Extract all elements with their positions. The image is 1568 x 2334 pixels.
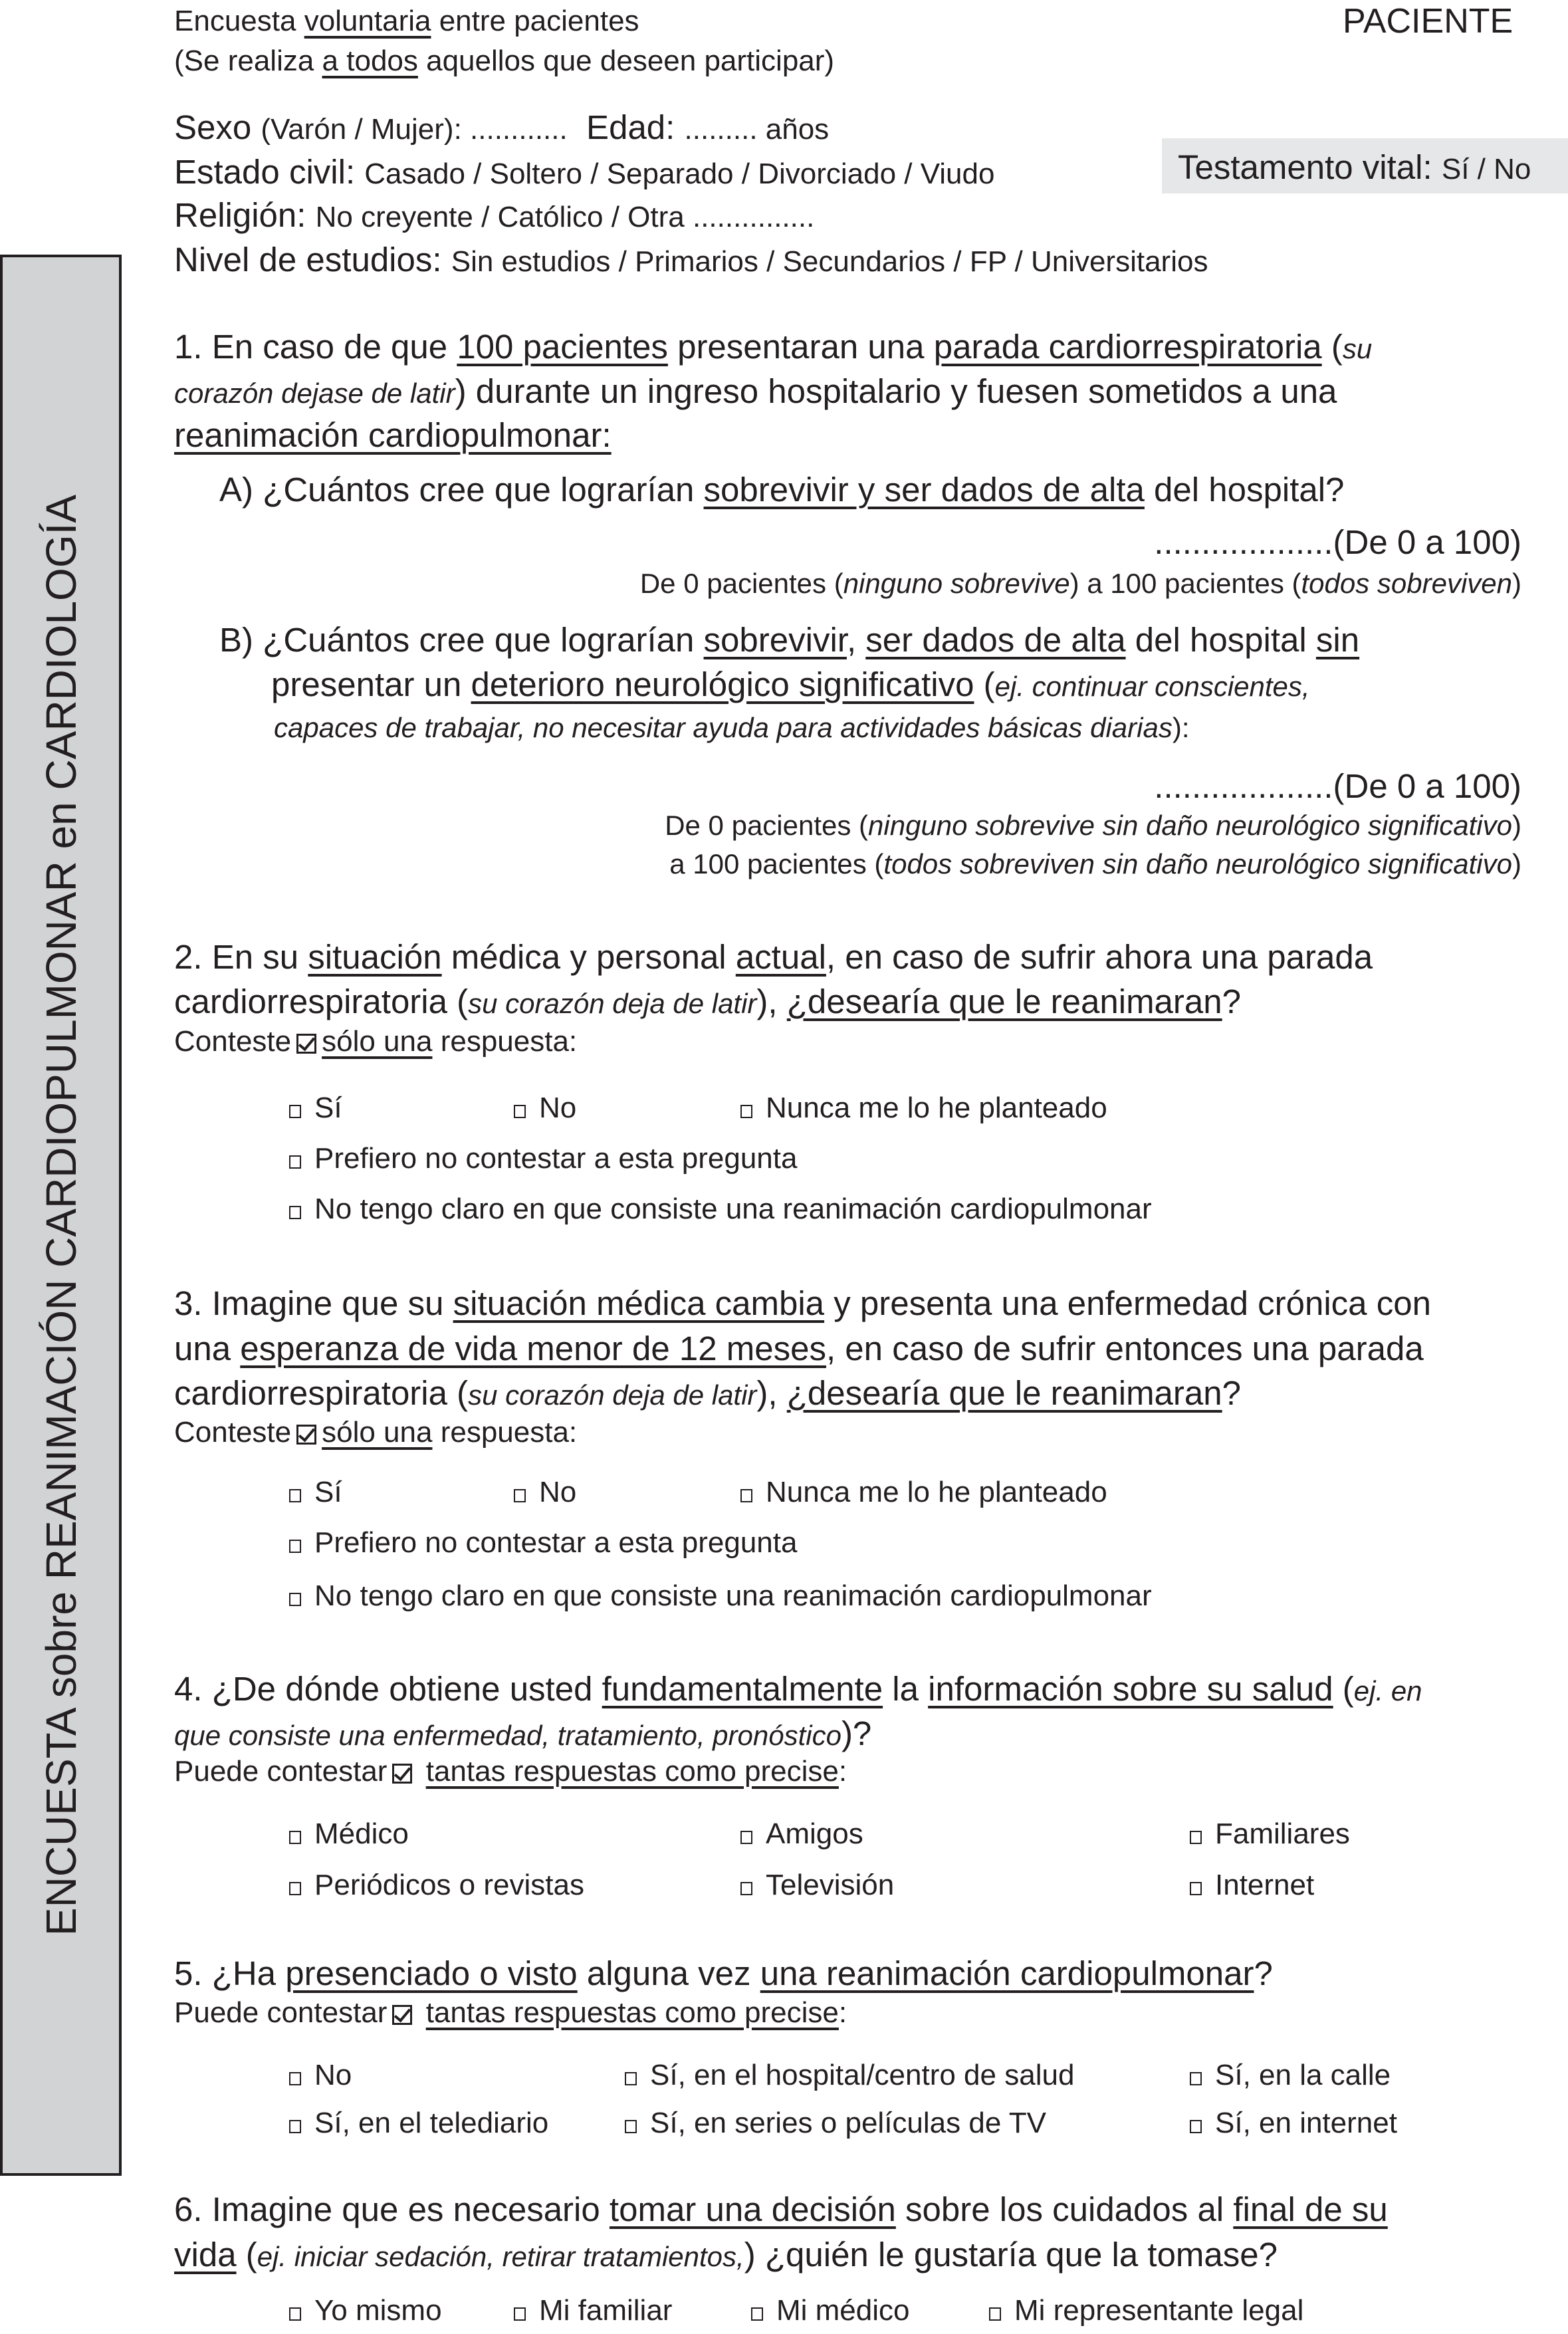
checkbox-icon[interactable] — [289, 1105, 301, 1118]
q5-text — [174, 1956, 1273, 1990]
emphasis: 100 pacientes — [457, 328, 668, 366]
text: , en caso de sufrir entonces una parada — [826, 1330, 1424, 1367]
survey-title-sidebar — [0, 255, 122, 2176]
text: respuesta: — [432, 1416, 578, 1449]
q6-text — [174, 2192, 1388, 2226]
text: ) a 100 pacientes ( — [1069, 568, 1301, 599]
q2-option-no[interactable] — [514, 1094, 576, 1123]
checkbox-icon[interactable] — [740, 1489, 752, 1502]
text: Puede contestar — [174, 1755, 388, 1788]
option-label: Yo mismo — [314, 2294, 442, 2327]
checkbox-icon[interactable] — [989, 2307, 1001, 2321]
checkbox-icon[interactable] — [1190, 2120, 1202, 2133]
religion-options[interactable]: No creyente / Católico / Otra ............... — [315, 201, 815, 233]
q1b-answer-field[interactable]: ...................(De 0 a 100) — [1154, 767, 1521, 805]
note: ej. iniciar sedación, retirar tratamientos, — [257, 2241, 744, 2272]
q3-text — [174, 1286, 1431, 1320]
q6-option-yo-mismo[interactable] — [289, 2296, 442, 2325]
option-label: No — [314, 2059, 352, 2091]
emphasis: sobrevivir y ser dados de alta — [703, 471, 1145, 509]
checkbox-icon[interactable] — [625, 2120, 637, 2133]
text: ( — [1321, 328, 1343, 366]
text: 4. ¿De dónde obtiene usted — [174, 1670, 602, 1708]
text: : — [838, 1755, 847, 1788]
q3-option-no[interactable] — [514, 1478, 576, 1507]
emphasis: situación — [308, 938, 442, 976]
option-label: Sí, en el hospital/centro de salud — [650, 2059, 1075, 2091]
q1-text — [174, 418, 612, 452]
emphasis: reanimación cardiopulmonar: — [174, 416, 612, 454]
text: ) ¿quién le gustaría que la tomase? — [744, 2236, 1278, 2274]
text: sobre los cuidados al — [895, 2190, 1234, 2228]
q5-option-telediario[interactable] — [289, 2109, 548, 2138]
q4-option-medico[interactable] — [289, 1819, 409, 1849]
emphasis: tomar una decisión — [609, 2190, 896, 2228]
q6-option-familiar[interactable] — [514, 2296, 672, 2325]
q5-option-no[interactable] — [289, 2061, 352, 2090]
checkbox-icon[interactable] — [625, 2072, 637, 2085]
q4-option-amigos[interactable] — [740, 1819, 863, 1849]
text: ) durante un ingreso hospitalario y fuesen sometidos a una — [455, 372, 1337, 410]
estado-civil-options[interactable]: Casado / Soltero / Separado / Divorciado / Viudo — [364, 158, 995, 190]
q6-text — [174, 2238, 1278, 2272]
checkbox-icon[interactable] — [289, 1489, 301, 1502]
intro-underlined: voluntaria — [304, 5, 431, 37]
checkbox-checked-icon — [296, 1034, 316, 1054]
intro-text: (Se realiza — [174, 45, 322, 77]
text: ( — [974, 665, 995, 703]
option-label: Internet — [1215, 1869, 1315, 1901]
q4-option-familiares[interactable] — [1190, 1819, 1350, 1849]
text: )? — [841, 1714, 872, 1752]
testamento-options[interactable]: Sí / No — [1441, 153, 1531, 185]
checkbox-icon[interactable] — [289, 1155, 301, 1169]
text: ? — [1222, 983, 1242, 1020]
checkbox-icon[interactable] — [514, 2307, 526, 2321]
emphasis: tantas respuestas como precise — [425, 1996, 839, 2029]
emphasis: sobrevivir — [703, 621, 847, 659]
text: De 0 pacientes ( — [639, 568, 843, 599]
text: Conteste — [174, 1025, 292, 1058]
text: Puede contestar — [174, 1996, 388, 2029]
text: De 0 pacientes ( — [665, 810, 869, 841]
emphasis: situación médica cambia — [453, 1284, 825, 1322]
option-label: Sí, en la calle — [1215, 2059, 1391, 2091]
emphasis: ¿desearía que le reanimaran — [786, 983, 1222, 1020]
text: ) — [1512, 848, 1521, 879]
edad-field[interactable]: ......... años — [684, 113, 830, 146]
text: ): — [1172, 712, 1190, 743]
emphasis: ¿desearía que le reanimaran — [786, 1374, 1222, 1412]
q3-text — [174, 1376, 1241, 1410]
text: , en caso de sufrir ahora una parada — [826, 938, 1373, 976]
q4-text — [174, 1716, 871, 1750]
checkbox-icon[interactable] — [289, 1540, 301, 1553]
emphasis: una reanimación cardiopulmonar — [760, 1954, 1254, 1992]
intro-line-1 — [174, 7, 639, 36]
checkbox-icon[interactable] — [289, 2120, 301, 2133]
note: ej. continuar conscientes, — [994, 671, 1310, 702]
emphasis: tantas respuestas como precise — [425, 1755, 839, 1788]
emphasis: sólo una — [322, 1025, 433, 1058]
text: , — [846, 621, 866, 659]
q2-text — [174, 940, 1373, 974]
q2-instruction — [174, 1027, 577, 1056]
text: la — [883, 1670, 929, 1708]
option-label: Sí — [314, 1092, 342, 1124]
emphasis: actual — [735, 938, 826, 976]
q1b-question — [274, 714, 1189, 742]
text: respuesta: — [432, 1025, 578, 1058]
checkbox-icon[interactable] — [289, 2307, 301, 2321]
checkbox-icon[interactable] — [740, 1882, 752, 1895]
text: 2. En su — [174, 938, 308, 976]
option-label: Televisión — [766, 1869, 895, 1901]
field-estado-civil — [174, 155, 994, 189]
emphasis: presenciado o visto — [285, 1954, 578, 1992]
text: ) — [1512, 810, 1521, 841]
emphasis: esperanza de vida menor de 12 meses — [240, 1330, 826, 1367]
text: y presenta una enfermedad crónica con — [824, 1284, 1431, 1322]
q2-option-no-claro[interactable] — [289, 1195, 1152, 1224]
text: cardiorrespiratoria ( — [174, 1374, 469, 1412]
q1-text — [174, 330, 1372, 364]
emphasis: sólo una — [322, 1416, 433, 1449]
text: una — [174, 1330, 241, 1367]
text: 1. En caso de que — [174, 328, 457, 366]
checkbox-checked-icon — [296, 1425, 316, 1445]
text: ( — [1333, 1670, 1354, 1708]
q1b-question — [271, 667, 1310, 701]
option-label: Familiares — [1215, 1817, 1350, 1850]
field-religion — [174, 198, 814, 232]
text: a 100 pacientes ( — [669, 848, 884, 879]
survey-title — [37, 494, 85, 1936]
option-label: No — [539, 1092, 577, 1124]
text: B) ¿Cuántos cree que lograrían — [219, 621, 704, 659]
option-label: Nunca me lo he planteado — [766, 1476, 1107, 1508]
religion-label: Religión: — [174, 196, 316, 234]
option-label: Sí, en el telediario — [314, 2107, 549, 2139]
q5-option-internet[interactable] — [1190, 2109, 1397, 2138]
text: ), — [756, 983, 787, 1020]
checkbox-icon[interactable] — [740, 1831, 752, 1844]
q1a-hint — [640, 570, 1521, 598]
role-label: PACIENTE — [1343, 2, 1513, 41]
checkbox-checked-icon — [392, 1764, 412, 1784]
emphasis: parada cardiorrespiratoria — [933, 328, 1322, 366]
text: ? — [1254, 1954, 1273, 1992]
edad-label: Edad: — [567, 108, 685, 146]
q5-instruction — [174, 1998, 847, 2028]
text: presentaran una — [667, 328, 934, 366]
text: : — [838, 1996, 847, 2029]
checkbox-icon[interactable] — [1190, 2072, 1202, 2085]
text: del hospital? — [1144, 471, 1345, 509]
option-label: No tengo claro en que consiste una reanimación cardiopulmonar — [314, 1579, 1152, 1612]
estado-civil-label: Estado civil: — [174, 153, 365, 191]
checkbox-icon[interactable] — [740, 1105, 752, 1118]
survey-title-text: ENCUESTA — [37, 1698, 85, 1936]
estudios-options[interactable]: Sin estudios / Primarios / Secundarios / FP / Universitarios — [451, 245, 1208, 278]
q4-option-television[interactable] — [740, 1871, 894, 1900]
note: ninguno sobrevive sin daño neurológico significativo — [868, 810, 1512, 841]
q1-text — [174, 374, 1337, 408]
text: ( — [236, 2236, 257, 2274]
option-label: No tengo claro en que consiste una reanimación cardiopulmonar — [314, 1193, 1152, 1225]
text: presentar un — [271, 665, 471, 703]
intro-text: aquellos que deseen participar) — [417, 45, 835, 77]
text: alguna vez — [577, 1954, 760, 1992]
option-label: Nunca me lo he planteado — [766, 1092, 1107, 1124]
emphasis: ser dados de alta — [865, 621, 1126, 659]
option-label: Sí, en series o películas de TV — [650, 2107, 1046, 2139]
checkbox-icon[interactable] — [289, 1882, 301, 1895]
note: su — [1342, 333, 1373, 364]
note: corazón dejase de latir — [174, 378, 455, 409]
option-label: Mi representante legal — [1014, 2294, 1304, 2327]
checkbox-icon[interactable] — [289, 1831, 301, 1844]
checkbox-icon[interactable] — [289, 1593, 301, 1606]
q5-option-series[interactable] — [625, 2109, 1046, 2138]
intro-line-2 — [174, 47, 834, 76]
emphasis: vida — [174, 2236, 237, 2274]
q4-instruction — [174, 1757, 847, 1786]
text: ? — [1222, 1374, 1242, 1412]
text: ) — [1512, 568, 1521, 599]
text: A) ¿Cuántos cree que lograrían — [219, 471, 704, 509]
option-label: Mi familiar — [539, 2294, 673, 2327]
emphasis: fundamentalmente — [602, 1670, 883, 1708]
note: todos sobreviven — [1301, 568, 1512, 599]
q5-option-hospital[interactable] — [625, 2061, 1074, 2090]
q6-option-representante[interactable] — [989, 2296, 1303, 2325]
option-label: Amigos — [766, 1817, 863, 1850]
intro-text: entre pacientes — [431, 5, 639, 37]
checkbox-icon[interactable] — [514, 1489, 526, 1502]
option-label: No — [539, 1476, 577, 1508]
text: del hospital — [1125, 621, 1316, 659]
option-label: Médico — [314, 1817, 409, 1850]
text: ), — [756, 1374, 787, 1412]
option-label: Sí — [314, 1476, 342, 1508]
q2-text — [174, 985, 1241, 1018]
emphasis: deterioro neurológico significativo — [471, 665, 974, 703]
q5-option-calle[interactable] — [1190, 2061, 1391, 2090]
text: 3. Imagine que su — [174, 1284, 453, 1322]
q2-option-si[interactable] — [289, 1094, 342, 1123]
checkbox-checked-icon — [392, 2005, 412, 2025]
emphasis: final de su — [1233, 2190, 1388, 2228]
note: capaces de trabajar, no necesitar ayuda para actividades básicas diarias — [274, 712, 1173, 743]
q1b-hint — [669, 850, 1521, 878]
survey-title-text: REANIMACIÓN CARDIOPULMONAR en CARDIOLOGÍA — [37, 494, 85, 1580]
q1a-answer-field[interactable]: ...................(De 0 a 100) — [1154, 523, 1521, 561]
option-label: Prefiero no contestar a esta pregunta — [314, 1526, 798, 1559]
q4-option-internet[interactable] — [1190, 1871, 1314, 1900]
survey-title-text: sobre — [37, 1579, 85, 1698]
emphasis: información sobre su salud — [928, 1670, 1333, 1708]
q3-option-prefiero[interactable] — [289, 1528, 797, 1558]
checkbox-icon[interactable] — [751, 2307, 763, 2321]
sexo-label: Sexo — [174, 108, 261, 146]
sexo-field[interactable]: (Varón / Mujer): ............ — [261, 113, 568, 146]
checkbox-icon[interactable] — [1190, 1882, 1202, 1895]
note: ej. en — [1353, 1675, 1422, 1706]
text: cardiorrespiratoria ( — [174, 983, 469, 1020]
q1b-question — [219, 623, 1359, 657]
text: Conteste — [174, 1416, 292, 1449]
intro-text: Encuesta — [174, 5, 304, 37]
checkbox-icon[interactable] — [289, 1206, 301, 1219]
testamento-label: Testamento vital: — [1178, 148, 1442, 186]
q2-option-prefiero[interactable] — [289, 1144, 797, 1173]
q6-option-medico[interactable] — [751, 2296, 910, 2325]
checkbox-icon[interactable] — [514, 1105, 526, 1118]
q1a-question — [219, 473, 1344, 507]
testamento-vital — [1178, 150, 1531, 184]
note: su corazón deja de latir — [468, 988, 757, 1019]
checkbox-icon[interactable] — [1190, 1831, 1202, 1844]
option-label: Prefiero no contestar a esta pregunta — [314, 1142, 798, 1175]
field-sexo-edad — [174, 110, 829, 144]
q4-option-periodicos[interactable] — [289, 1871, 584, 1900]
note: que consiste una enfermedad, tratamiento, pronóstico — [174, 1720, 841, 1751]
text: 6. Imagine que es necesario — [174, 2190, 610, 2228]
text: 5. ¿Ha — [174, 1954, 286, 1992]
text: médica y personal — [441, 938, 736, 976]
note: todos sobreviven sin daño neurológico significativo — [883, 848, 1512, 879]
q2-option-nunca[interactable] — [740, 1094, 1107, 1123]
estudios-label: Nivel de estudios: — [174, 241, 451, 279]
q4-text — [174, 1672, 1422, 1706]
q3-text — [174, 1332, 1424, 1365]
field-estudios — [174, 243, 1208, 277]
option-label: Mi médico — [776, 2294, 910, 2327]
q3-instruction — [174, 1418, 577, 1447]
q3-option-si[interactable] — [289, 1478, 342, 1507]
note: su corazón deja de latir — [468, 1379, 757, 1411]
option-label: Sí, en internet — [1215, 2107, 1397, 2139]
emphasis: sin — [1315, 621, 1360, 659]
q3-option-nunca[interactable] — [740, 1478, 1107, 1507]
intro-underlined: a todos — [322, 45, 418, 77]
option-label: Periódicos o revistas — [314, 1869, 584, 1901]
checkbox-icon[interactable] — [289, 2072, 301, 2085]
note: ninguno sobrevive — [843, 568, 1070, 599]
q1b-hint — [665, 812, 1521, 840]
q3-option-no-claro[interactable] — [289, 1581, 1152, 1611]
